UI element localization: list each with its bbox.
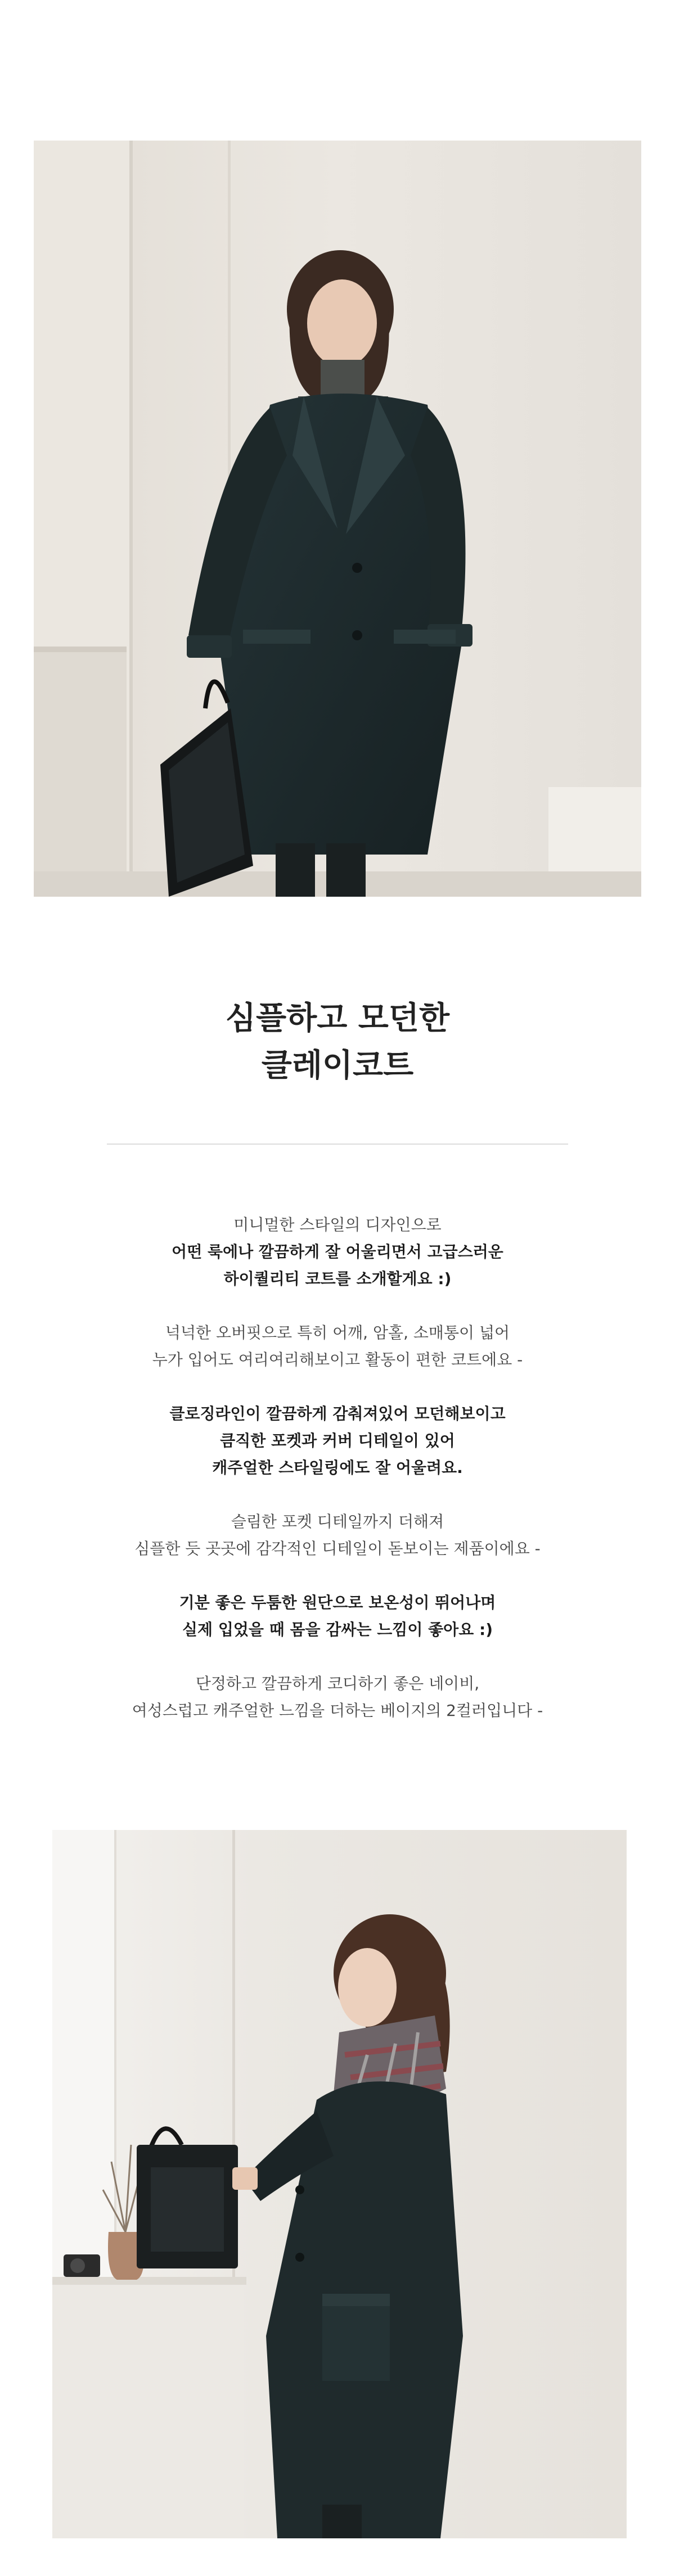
description-line: 클로징라인이 깔끔하게 감춰져있어 모던해보이고 [169, 1404, 506, 1423]
model-front-image [34, 141, 641, 897]
description-line: 슬림한 포켓 디테일까지 더해져 [231, 1512, 444, 1531]
description-paragraph-4 [0, 1400, 675, 1481]
description-line: 캐주얼한 스타일링에도 잘 어울려요. [212, 1458, 463, 1477]
description-paragraph-7 [0, 1670, 675, 1724]
headline-line-1: 심플하고 모던한 [225, 1000, 450, 1037]
description-line: 단정하고 깔끔하게 코디하기 좋은 네이비, [195, 1674, 480, 1693]
description-paragraph-2 [0, 1239, 675, 1292]
description-line: 어떤 룩에나 깔끔하게 잘 어울리면서 고급스러운 [172, 1242, 503, 1261]
description-line: 심플한 듯 곳곳에 감각적인 디테일이 돋보이는 제품이에요 - [134, 1539, 541, 1558]
description-paragraph-3 [0, 1319, 675, 1373]
description-line: 넉넉한 오버핏으로 특히 어깨, 암홀, 소매통이 넓어 [165, 1323, 510, 1342]
description-paragraph-5 [0, 1508, 675, 1562]
product-photo-front [34, 141, 641, 897]
product-photo-side [52, 1830, 627, 2538]
model-side-image [52, 1830, 627, 2538]
product-headline [0, 995, 675, 1090]
description-line: 기분 좋은 두툼한 원단으로 보온성이 뛰어나며 [179, 1593, 496, 1612]
description-paragraph-6 [0, 1589, 675, 1643]
description-line: 하이퀄리티 코트를 소개할게요 :) [223, 1269, 452, 1288]
description-line: 미니멀한 스타일의 디자인으로 [233, 1215, 442, 1234]
description-line: 여성스럽고 캐주얼한 느낌을 더하는 베이지의 2컬러입니다 - [132, 1701, 543, 1720]
description-paragraph-1 [0, 1212, 675, 1239]
description-line: 큼직한 포켓과 커버 디테일이 있어 [220, 1431, 455, 1450]
section-divider [107, 1144, 568, 1145]
product-description [0, 1212, 675, 1751]
description-line: 실제 입었을 때 몸을 감싸는 느낌이 좋아요 :) [182, 1620, 493, 1639]
headline-line-2: 클레이코트 [261, 1047, 414, 1084]
description-line: 누가 입어도 여리여리해보이고 활동이 편한 코트에요 - [152, 1350, 523, 1369]
